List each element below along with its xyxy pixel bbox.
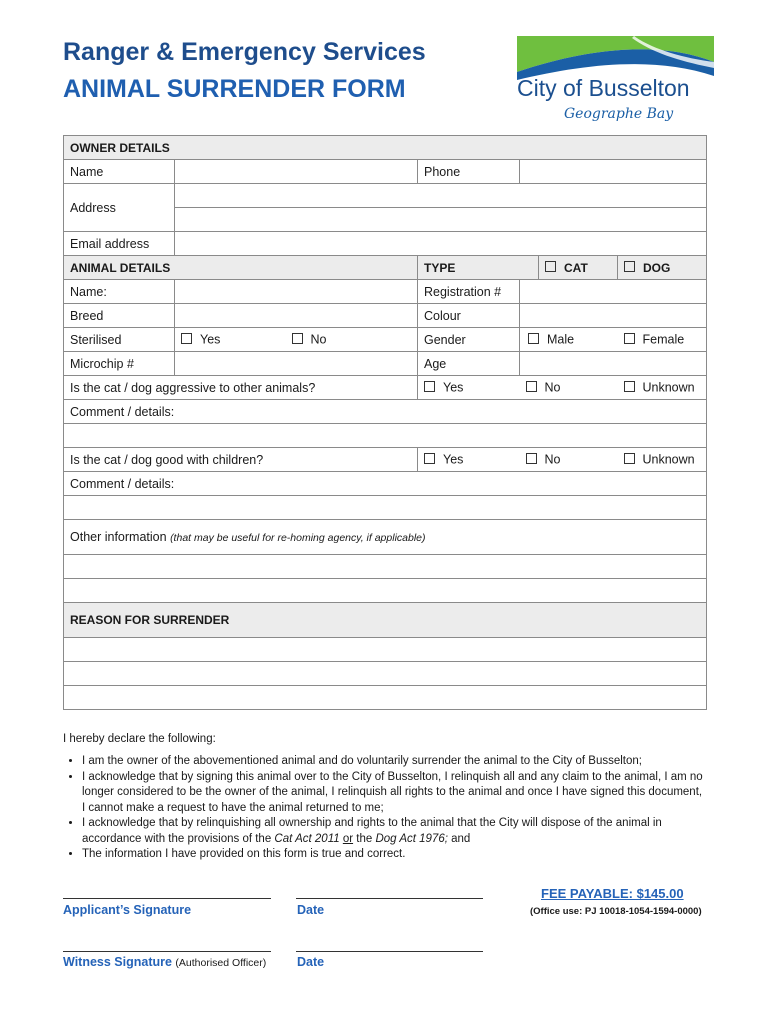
aggressive-unknown-checkbox[interactable]: Unknown [618,376,707,400]
checkbox-icon [624,261,635,272]
gender-label: Gender [418,328,520,352]
sterilised-no-checkbox[interactable]: No [286,328,418,352]
reason-field-line-3[interactable] [64,686,707,710]
city-of-busselton-logo [514,32,719,127]
animal-name-field[interactable] [175,280,418,304]
checkbox-icon [526,381,537,392]
checkbox-icon [624,333,635,344]
cat-checkbox[interactable]: CAT [539,256,618,280]
surrender-form-table [63,135,707,710]
reason-header: REASON FOR SURRENDER [64,603,707,638]
aggressive-comment-label: Comment / details: [64,400,707,424]
svg-text:Geographe Bay: Geographe Bay [564,106,674,122]
aggressive-no-checkbox[interactable]: No [520,376,618,400]
male-checkbox[interactable]: Male [520,328,618,352]
email-label: Email address [64,232,175,256]
checkbox-icon [424,381,435,392]
declaration-item: • I acknowledge that by relinquishing all ownership and rights to the animal that the City will dispose of the animal in accordance with the provisions of the Cat Act 2011 or the Dog Act 1976; and [82,816,703,847]
phone-field[interactable] [520,160,707,184]
aggressive-comment-field[interactable] [64,424,707,448]
email-field[interactable] [175,232,707,256]
witness-note: (Authorised Officer) [175,957,267,969]
other-info-label: Other information (that may be useful for re-homing agency, if applicable) [64,520,707,555]
sterilised-label: Sterilised [64,328,175,352]
aggressive-question: Is the cat / dog aggressive to other animals? [64,376,418,400]
reason-field-line-2[interactable] [64,662,707,686]
registration-field[interactable] [520,280,707,304]
owner-details-header: OWNER DETAILS [64,136,707,160]
address-label: Address [64,184,175,232]
age-label: Age [418,352,520,376]
checkbox-icon [545,261,556,272]
children-no-checkbox[interactable]: No [520,448,618,472]
witness-date-line[interactable] [296,951,483,952]
address-field-line-1[interactable] [175,184,707,208]
declaration-item: • I am the owner of the abovementioned animal and do voluntarily surrender the animal to the City of Busselton; [82,754,703,770]
colour-field[interactable] [520,304,707,328]
svg-text:City of Busselton: City of Busselton [517,75,690,101]
address-field-line-2[interactable] [175,208,707,232]
date-label: Date [297,903,325,917]
children-yes-checkbox[interactable]: Yes [418,448,520,472]
checkbox-icon [424,453,435,464]
fee-payable: FEE PAYABLE: $145.00 [541,886,684,901]
dog-checkbox[interactable]: DOG [618,256,707,280]
other-info-note: (that may be useful for re-homing agency, if applicable) [170,532,426,544]
animal-name-label: Name: [64,280,175,304]
checkbox-icon [181,333,192,344]
registration-label: Registration # [418,280,520,304]
checkbox-icon [528,333,539,344]
type-label: TYPE [418,256,539,280]
applicant-signature-line[interactable] [63,898,271,899]
witness-signature-label: Witness Signature (Authorised Officer) [63,955,267,969]
reason-field-line-1[interactable] [64,638,707,662]
other-info-field-line-2[interactable] [64,579,707,603]
witness-date-label: Date [297,955,325,969]
name-label: Name [64,160,175,184]
checkbox-icon [526,453,537,464]
animal-details-header: ANIMAL DETAILS [64,256,418,280]
female-checkbox[interactable]: Female [618,328,707,352]
applicant-signature-label: Applicant’s Signature [63,903,192,917]
breed-label: Breed [64,304,175,328]
age-field[interactable] [520,352,707,376]
witness-signature-line[interactable] [63,951,271,952]
form-title: ANIMAL SURRENDER FORM [63,75,406,103]
form-heading: Ranger & Emergency Services [63,38,426,66]
colour-label: Colour [418,304,520,328]
microchip-field[interactable] [175,352,418,376]
checkbox-icon [624,381,635,392]
breed-field[interactable] [175,304,418,328]
checkbox-icon [292,333,303,344]
microchip-label: Microchip # [64,352,175,376]
children-comment-label: Comment / details: [64,472,707,496]
declaration-item: • I acknowledge that by signing this animal over to the City of Busselton, I relinquish all and any claim to the animal, I am no longer considered to be the owner of the animal, I relinquish all rights to the animal and once I have signed this document, I cannot make a request to have the animal returned to me; [82,770,703,817]
sterilised-yes-checkbox[interactable]: Yes [175,328,286,352]
declaration-item: • The information I have provided on this form is true and correct. [82,847,703,863]
applicant-date-line[interactable] [296,898,483,899]
children-comment-field[interactable] [64,496,707,520]
owner-name-field[interactable] [175,160,418,184]
office-use-code: (Office use: PJ 10018-1054-1594-0000) [530,906,702,917]
children-question: Is the cat / dog good with children? [64,448,418,472]
other-info-field-line-1[interactable] [64,555,707,579]
aggressive-yes-checkbox[interactable]: Yes [418,376,520,400]
declaration [63,733,703,863]
children-unknown-checkbox[interactable]: Unknown [618,448,707,472]
phone-label: Phone [418,160,520,184]
checkbox-icon [624,453,635,464]
declaration-intro: I hereby declare the following: [63,733,216,745]
